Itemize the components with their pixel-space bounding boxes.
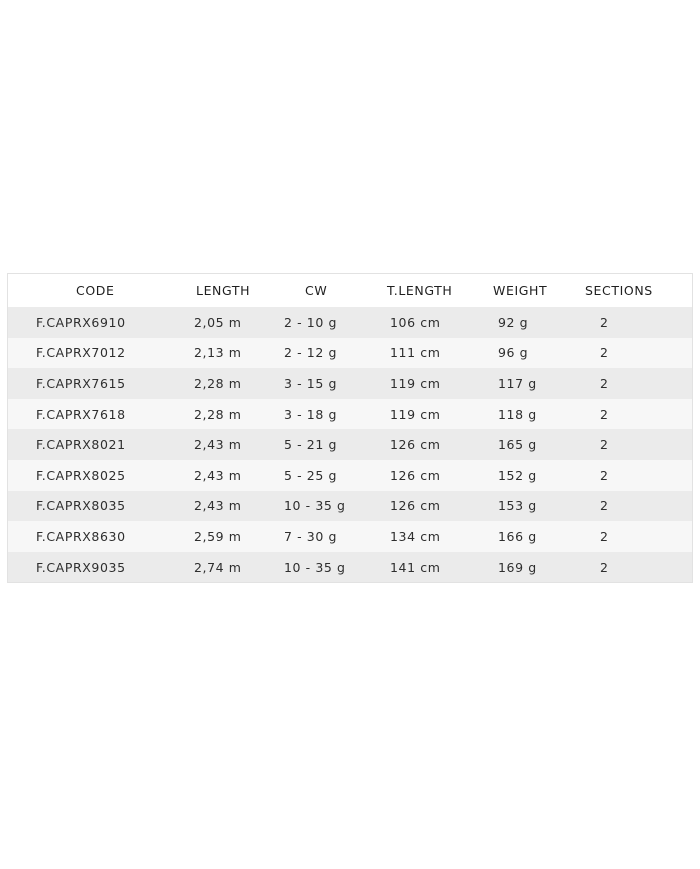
cell-tlength: 141 cm (390, 559, 441, 575)
table-header-row (8, 274, 692, 307)
cell-cw: 3 - 18 g (284, 406, 338, 422)
cell-length: 2,28 m (194, 375, 242, 391)
table-body (8, 307, 692, 582)
cell-weight: 169 g (498, 559, 537, 575)
specifications-table (8, 274, 692, 582)
cell-length: 2,43 m (194, 437, 242, 453)
cell-tlength: 106 cm (390, 314, 441, 330)
column-header-sections: SECTIONS (585, 283, 653, 298)
specifications-panel (7, 273, 693, 583)
cell-cw: 3 - 15 g (284, 375, 338, 391)
cell-sections: 2 (600, 467, 609, 483)
cell-length: 2,05 m (194, 314, 242, 330)
cell-sections: 2 (600, 314, 609, 330)
cell-sections: 2 (600, 406, 609, 422)
cell-weight: 153 g (498, 498, 537, 514)
cell-weight: 152 g (498, 467, 537, 483)
cell-sections: 2 (600, 528, 609, 544)
cell-length: 2,59 m (194, 528, 242, 544)
table-row (8, 368, 692, 399)
cell-weight: 92 g (498, 314, 529, 330)
cell-code: F.CAPRX8021 (36, 437, 126, 453)
cell-tlength: 126 cm (390, 437, 441, 453)
cell-cw: 2 - 10 g (284, 314, 338, 330)
column-header-code: CODE (76, 283, 115, 298)
cell-tlength: 126 cm (390, 498, 441, 514)
cell-tlength: 111 cm (390, 345, 441, 361)
cell-code: F.CAPRX8025 (36, 467, 126, 483)
table-row (8, 460, 692, 491)
cell-length: 2,43 m (194, 498, 242, 514)
table-row (8, 338, 692, 369)
cell-sections: 2 (600, 437, 609, 453)
table-row (8, 491, 692, 522)
cell-cw: 10 - 35 g (284, 559, 346, 575)
cell-weight: 165 g (498, 437, 537, 453)
cell-tlength: 119 cm (390, 406, 441, 422)
cell-weight: 96 g (498, 345, 529, 361)
cell-cw: 10 - 35 g (284, 498, 346, 514)
cell-weight: 166 g (498, 528, 537, 544)
cell-tlength: 119 cm (390, 375, 441, 391)
cell-code: F.CAPRX7618 (36, 406, 126, 422)
cell-length: 2,43 m (194, 467, 242, 483)
table-row (8, 429, 692, 460)
cell-cw: 7 - 30 g (284, 528, 338, 544)
cell-code: F.CAPRX9035 (36, 559, 126, 575)
cell-cw: 5 - 25 g (284, 467, 338, 483)
cell-length: 2,28 m (194, 406, 242, 422)
table-row (8, 552, 692, 583)
cell-tlength: 126 cm (390, 467, 441, 483)
cell-sections: 2 (600, 375, 609, 391)
cell-length: 2,13 m (194, 345, 242, 361)
table-row (8, 521, 692, 552)
cell-code: F.CAPRX8035 (36, 498, 126, 514)
column-header-cw: CW (305, 283, 328, 298)
cell-sections: 2 (600, 559, 609, 575)
cell-code: F.CAPRX7012 (36, 345, 126, 361)
column-header-tlength: T.LENGTH (387, 283, 453, 298)
table-header (8, 274, 692, 307)
cell-weight: 118 g (498, 406, 537, 422)
cell-cw: 5 - 21 g (284, 437, 338, 453)
cell-code: F.CAPRX7615 (36, 375, 126, 391)
table-row (8, 307, 692, 338)
cell-sections: 2 (600, 498, 609, 514)
cell-weight: 117 g (498, 375, 537, 391)
cell-sections: 2 (600, 345, 609, 361)
cell-code: F.CAPRX6910 (36, 314, 126, 330)
cell-length: 2,74 m (194, 559, 242, 575)
column-header-weight: WEIGHT (493, 283, 548, 298)
cell-cw: 2 - 12 g (284, 345, 338, 361)
table-row (8, 399, 692, 430)
cell-code: F.CAPRX8630 (36, 528, 126, 544)
column-header-length: LENGTH (196, 283, 251, 298)
cell-tlength: 134 cm (390, 528, 441, 544)
